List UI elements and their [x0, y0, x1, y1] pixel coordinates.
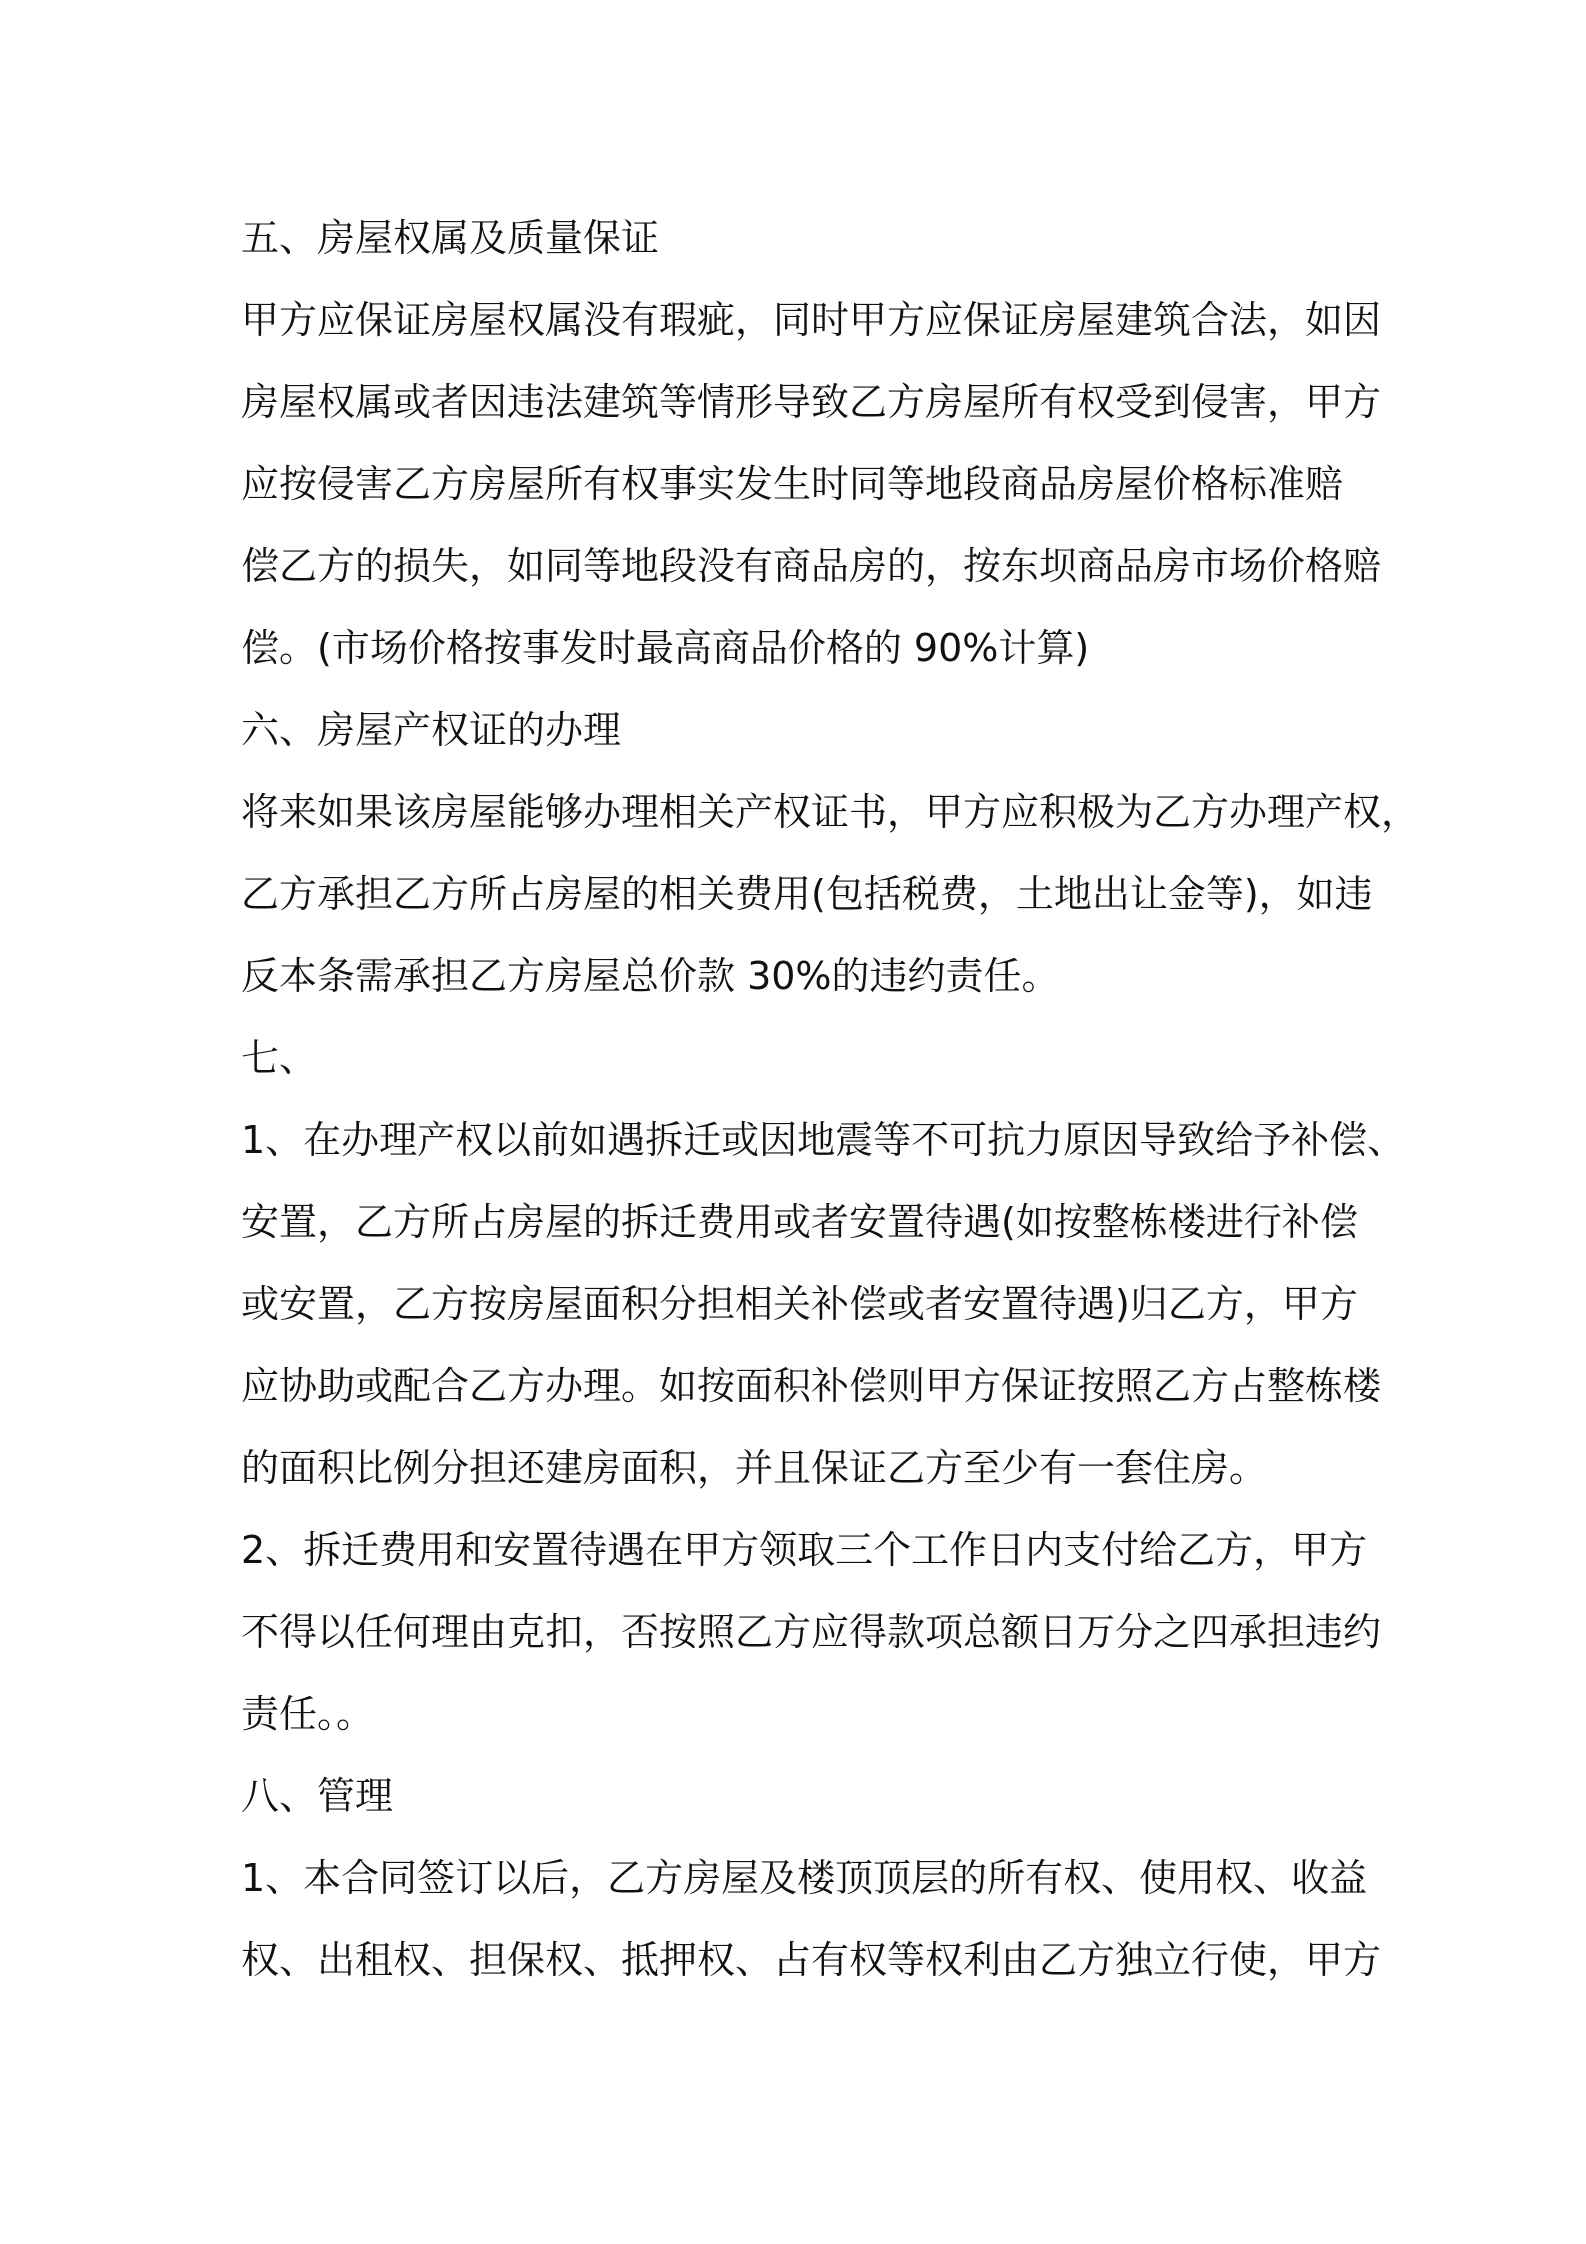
text-line: 2、拆迁费用和安置待遇在甲方领取三个工作日内支付给乙方，甲方	[241, 1528, 1368, 1572]
section-heading-7: 七、	[241, 1036, 318, 1080]
document-body	[241, 197, 1420, 2001]
section-heading-6: 六、房屋产权证的办理	[241, 708, 622, 752]
text-line: 责任。。	[241, 1692, 375, 1736]
text-line: 乙方承担乙方所占房屋的相关费用(包括税费，土地出让金等)，如违	[241, 872, 1373, 916]
text-line: 偿乙方的损失，如同等地段没有商品房的，按东坝商品房市场价格赔	[241, 544, 1382, 588]
text-line: 安置，乙方所占房屋的拆迁费用或者安置待遇(如按整栋楼进行补偿	[241, 1200, 1358, 1244]
text-line: 将来如果该房屋能够办理相关产权证书，甲方应积极为乙方办理产权，	[241, 790, 1420, 834]
text-line: 应按侵害乙方房屋所有权事实发生时同等地段商品房屋价格标准赔	[241, 462, 1344, 506]
section-heading-5: 五、房屋权属及质量保证	[241, 216, 660, 260]
text-line: 的面积比例分担还建房面积，并且保证乙方至少有一套住房。	[241, 1446, 1268, 1490]
text-line: 房屋权属或者因违法建筑等情形导致乙方房屋所有权受到侵害，甲方	[241, 380, 1382, 424]
text-line: 甲方应保证房屋权属没有瑕疵，同时甲方应保证房屋建筑合法，如因	[241, 298, 1382, 342]
text-line: 1、在办理产权以前如遇拆迁或因地震等不可抗力原因导致给予补偿、	[241, 1118, 1406, 1162]
text-line: 反本条需承担乙方房屋总价款 30%的违约责任。	[241, 954, 1060, 998]
text-line: 或安置，乙方按房屋面积分担相关补偿或者安置待遇)归乙方，甲方	[241, 1282, 1358, 1326]
text-line: 应协助或配合乙方办理。如按面积补偿则甲方保证按照乙方占整栋楼	[241, 1364, 1382, 1408]
text-line: 偿。(市场价格按事发时最高商品价格的 90%计算)	[241, 626, 1090, 670]
section-heading-8: 八、管理	[241, 1774, 394, 1818]
text-line: 不得以任何理由克扣，否按照乙方应得款项总额日万分之四承担违约	[241, 1610, 1382, 1654]
text-line: 权、出租权、担保权、抵押权、占有权等权利由乙方独立行使，甲方	[241, 1938, 1382, 1982]
text-line: 1、本合同签订以后，乙方房屋及楼顶顶层的所有权、使用权、收益	[241, 1856, 1368, 1900]
